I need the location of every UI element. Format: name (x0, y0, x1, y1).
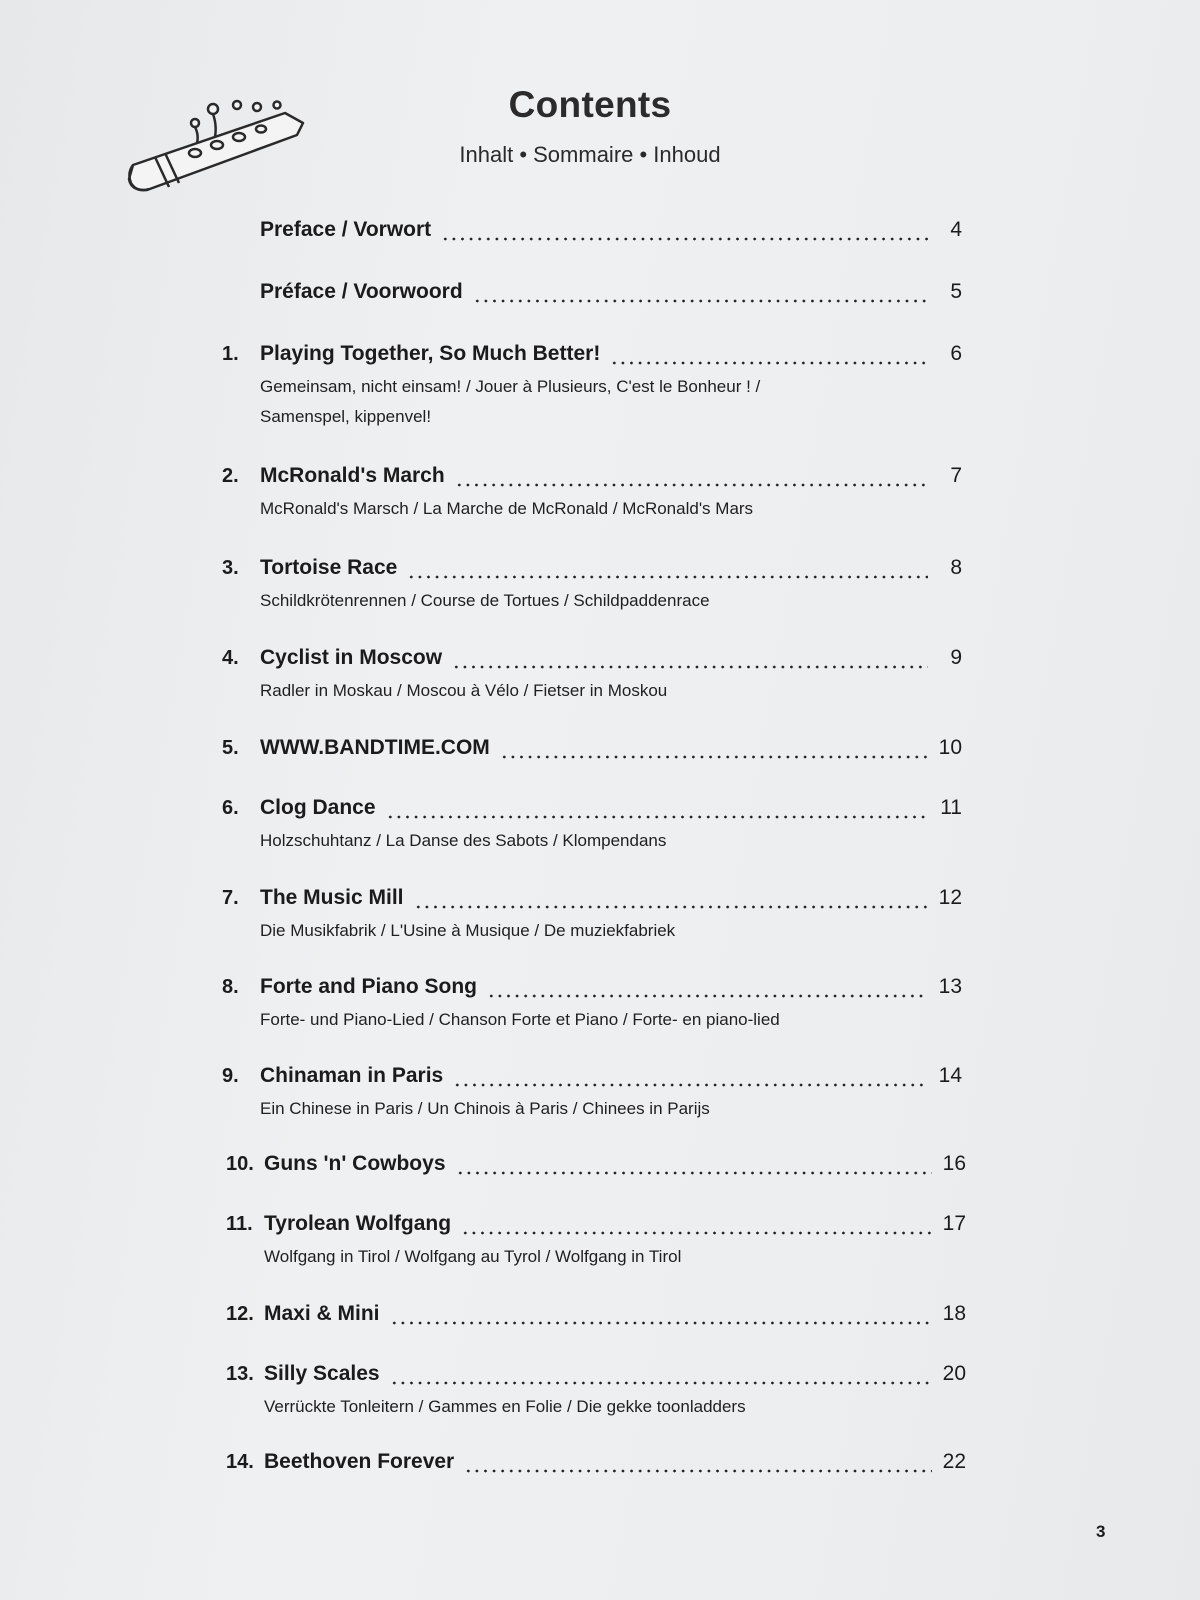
dot-leader (390, 1381, 932, 1385)
toc-entry (222, 556, 962, 616)
dot-leader (500, 755, 928, 759)
dot-leader (473, 299, 928, 303)
toc-entry (222, 736, 962, 766)
entry-translation: Gemeinsam, nicht einsam! / Jouer à Plusieurs, C'est le Bonheur ! / (260, 377, 761, 396)
entry-translation-continued: Samenspel, kippenvel! (260, 407, 432, 426)
toc-entry (222, 464, 962, 524)
toc-entry (222, 975, 962, 1035)
entry-title: Forte and Piano Song (260, 975, 478, 998)
entry-number: 5. (222, 737, 239, 759)
entry-page: 11 (940, 796, 962, 819)
dot-leader (452, 665, 928, 669)
toc-entry (226, 1450, 966, 1480)
entry-title: The Music Mill (260, 886, 404, 909)
entry-number: 11. (226, 1213, 253, 1235)
toc-entry (222, 342, 962, 432)
toc-entry (222, 218, 962, 248)
toc-entry (226, 1362, 966, 1422)
entry-number: 10. (226, 1153, 254, 1175)
toc-entry (222, 1064, 962, 1124)
dot-leader (464, 1469, 932, 1473)
toc-entry (222, 886, 962, 946)
entry-translation: Schildkrötenrennen / Course de Tortues / Schildpaddenrace (260, 591, 710, 610)
entry-translation: Radler in Moskau / Moscou à Vélo / Fietser in Moskou (260, 681, 668, 700)
entry-translation: Verrückte Tonleitern / Gammes en Folie / Die gekke toonladders (264, 1397, 746, 1416)
dot-leader (414, 905, 928, 909)
dot-leader (461, 1231, 932, 1235)
entry-title: Guns 'n' Cowboys (264, 1152, 446, 1175)
entry-page: 4 (950, 218, 962, 241)
entry-number: 1. (222, 343, 239, 365)
entry-translation: Wolfgang in Tirol / Wolfgang au Tyrol / Wolfgang in Tirol (264, 1247, 682, 1266)
toc-entry (226, 1302, 966, 1332)
entry-page: 9 (950, 646, 962, 669)
entry-translation: Die Musikfabrik / L'Usine à Musique / De muziekfabriek (260, 921, 676, 940)
entry-number: 8. (222, 976, 239, 998)
entry-page: 12 (938, 886, 962, 909)
dot-leader (407, 575, 928, 579)
dot-leader (386, 815, 928, 819)
entry-page: 17 (942, 1212, 966, 1235)
entry-number: 7. (222, 887, 239, 909)
entry-title: WWW.BANDTIME.COM (260, 736, 490, 759)
entry-title: Silly Scales (264, 1362, 380, 1385)
dot-leader (610, 361, 928, 365)
toc-entry (226, 1212, 966, 1272)
entry-page: 6 (950, 342, 962, 365)
entry-number: 12. (226, 1303, 254, 1325)
entry-title: Preface / Vorwort (260, 218, 432, 241)
entry-translation: Ein Chinese in Paris / Un Chinois à Paris / Chinees in Parijs (260, 1099, 710, 1118)
toc-entry (222, 280, 962, 310)
entry-page: 18 (942, 1302, 966, 1325)
entry-number: 2. (222, 465, 239, 487)
dot-leader (390, 1321, 932, 1325)
dot-leader (456, 1171, 933, 1175)
entry-number: 6. (222, 797, 239, 819)
dot-leader (453, 1083, 928, 1087)
entry-page: 7 (950, 464, 962, 487)
entry-title: Chinaman in Paris (260, 1064, 444, 1087)
entry-page: 13 (938, 975, 962, 998)
entry-translation: Forte- und Piano-Lied / Chanson Forte et Piano / Forte- en piano-lied (260, 1010, 780, 1029)
entry-title: Préface / Voorwoord (260, 280, 463, 303)
dot-leader (487, 994, 928, 998)
toc-entry (226, 1152, 966, 1182)
page-title: Contents (508, 84, 672, 125)
entry-title: Clog Dance (260, 796, 376, 819)
entry-page: 22 (942, 1450, 966, 1473)
entry-translation: Holzschuhtanz / La Danse des Sabots / Klompendans (260, 831, 667, 850)
toc-entry (222, 646, 962, 706)
entry-translation: McRonald's Marsch / La Marche de McRonald / McRonald's Mars (260, 499, 754, 518)
entry-number: 4. (222, 647, 239, 669)
entry-title: Maxi & Mini (264, 1302, 380, 1325)
entry-title: Tortoise Race (260, 556, 398, 579)
entry-page: 5 (950, 280, 962, 303)
entry-page: 10 (938, 736, 962, 759)
entry-number: 13. (226, 1363, 254, 1385)
entry-title: Beethoven Forever (264, 1450, 455, 1473)
entry-page: 14 (938, 1064, 962, 1087)
entry-title: McRonald's March (260, 464, 445, 487)
page-subtitle: Inhalt • Sommaire • Inhoud (459, 142, 721, 167)
entry-number: 3. (222, 557, 239, 579)
dot-leader (455, 483, 928, 487)
entry-page: 8 (950, 556, 962, 579)
page-number: 3 (1096, 1522, 1106, 1541)
entry-title: Cyclist in Moscow (260, 646, 443, 669)
dot-leader (441, 237, 928, 241)
toc-entry (222, 796, 962, 856)
entry-number: 14. (226, 1451, 254, 1473)
entry-page: 20 (942, 1362, 966, 1385)
entry-number: 9. (222, 1065, 239, 1087)
entry-title: Playing Together, So Much Better! (260, 342, 601, 365)
entry-title: Tyrolean Wolfgang (264, 1212, 452, 1235)
entry-page: 16 (942, 1152, 966, 1175)
